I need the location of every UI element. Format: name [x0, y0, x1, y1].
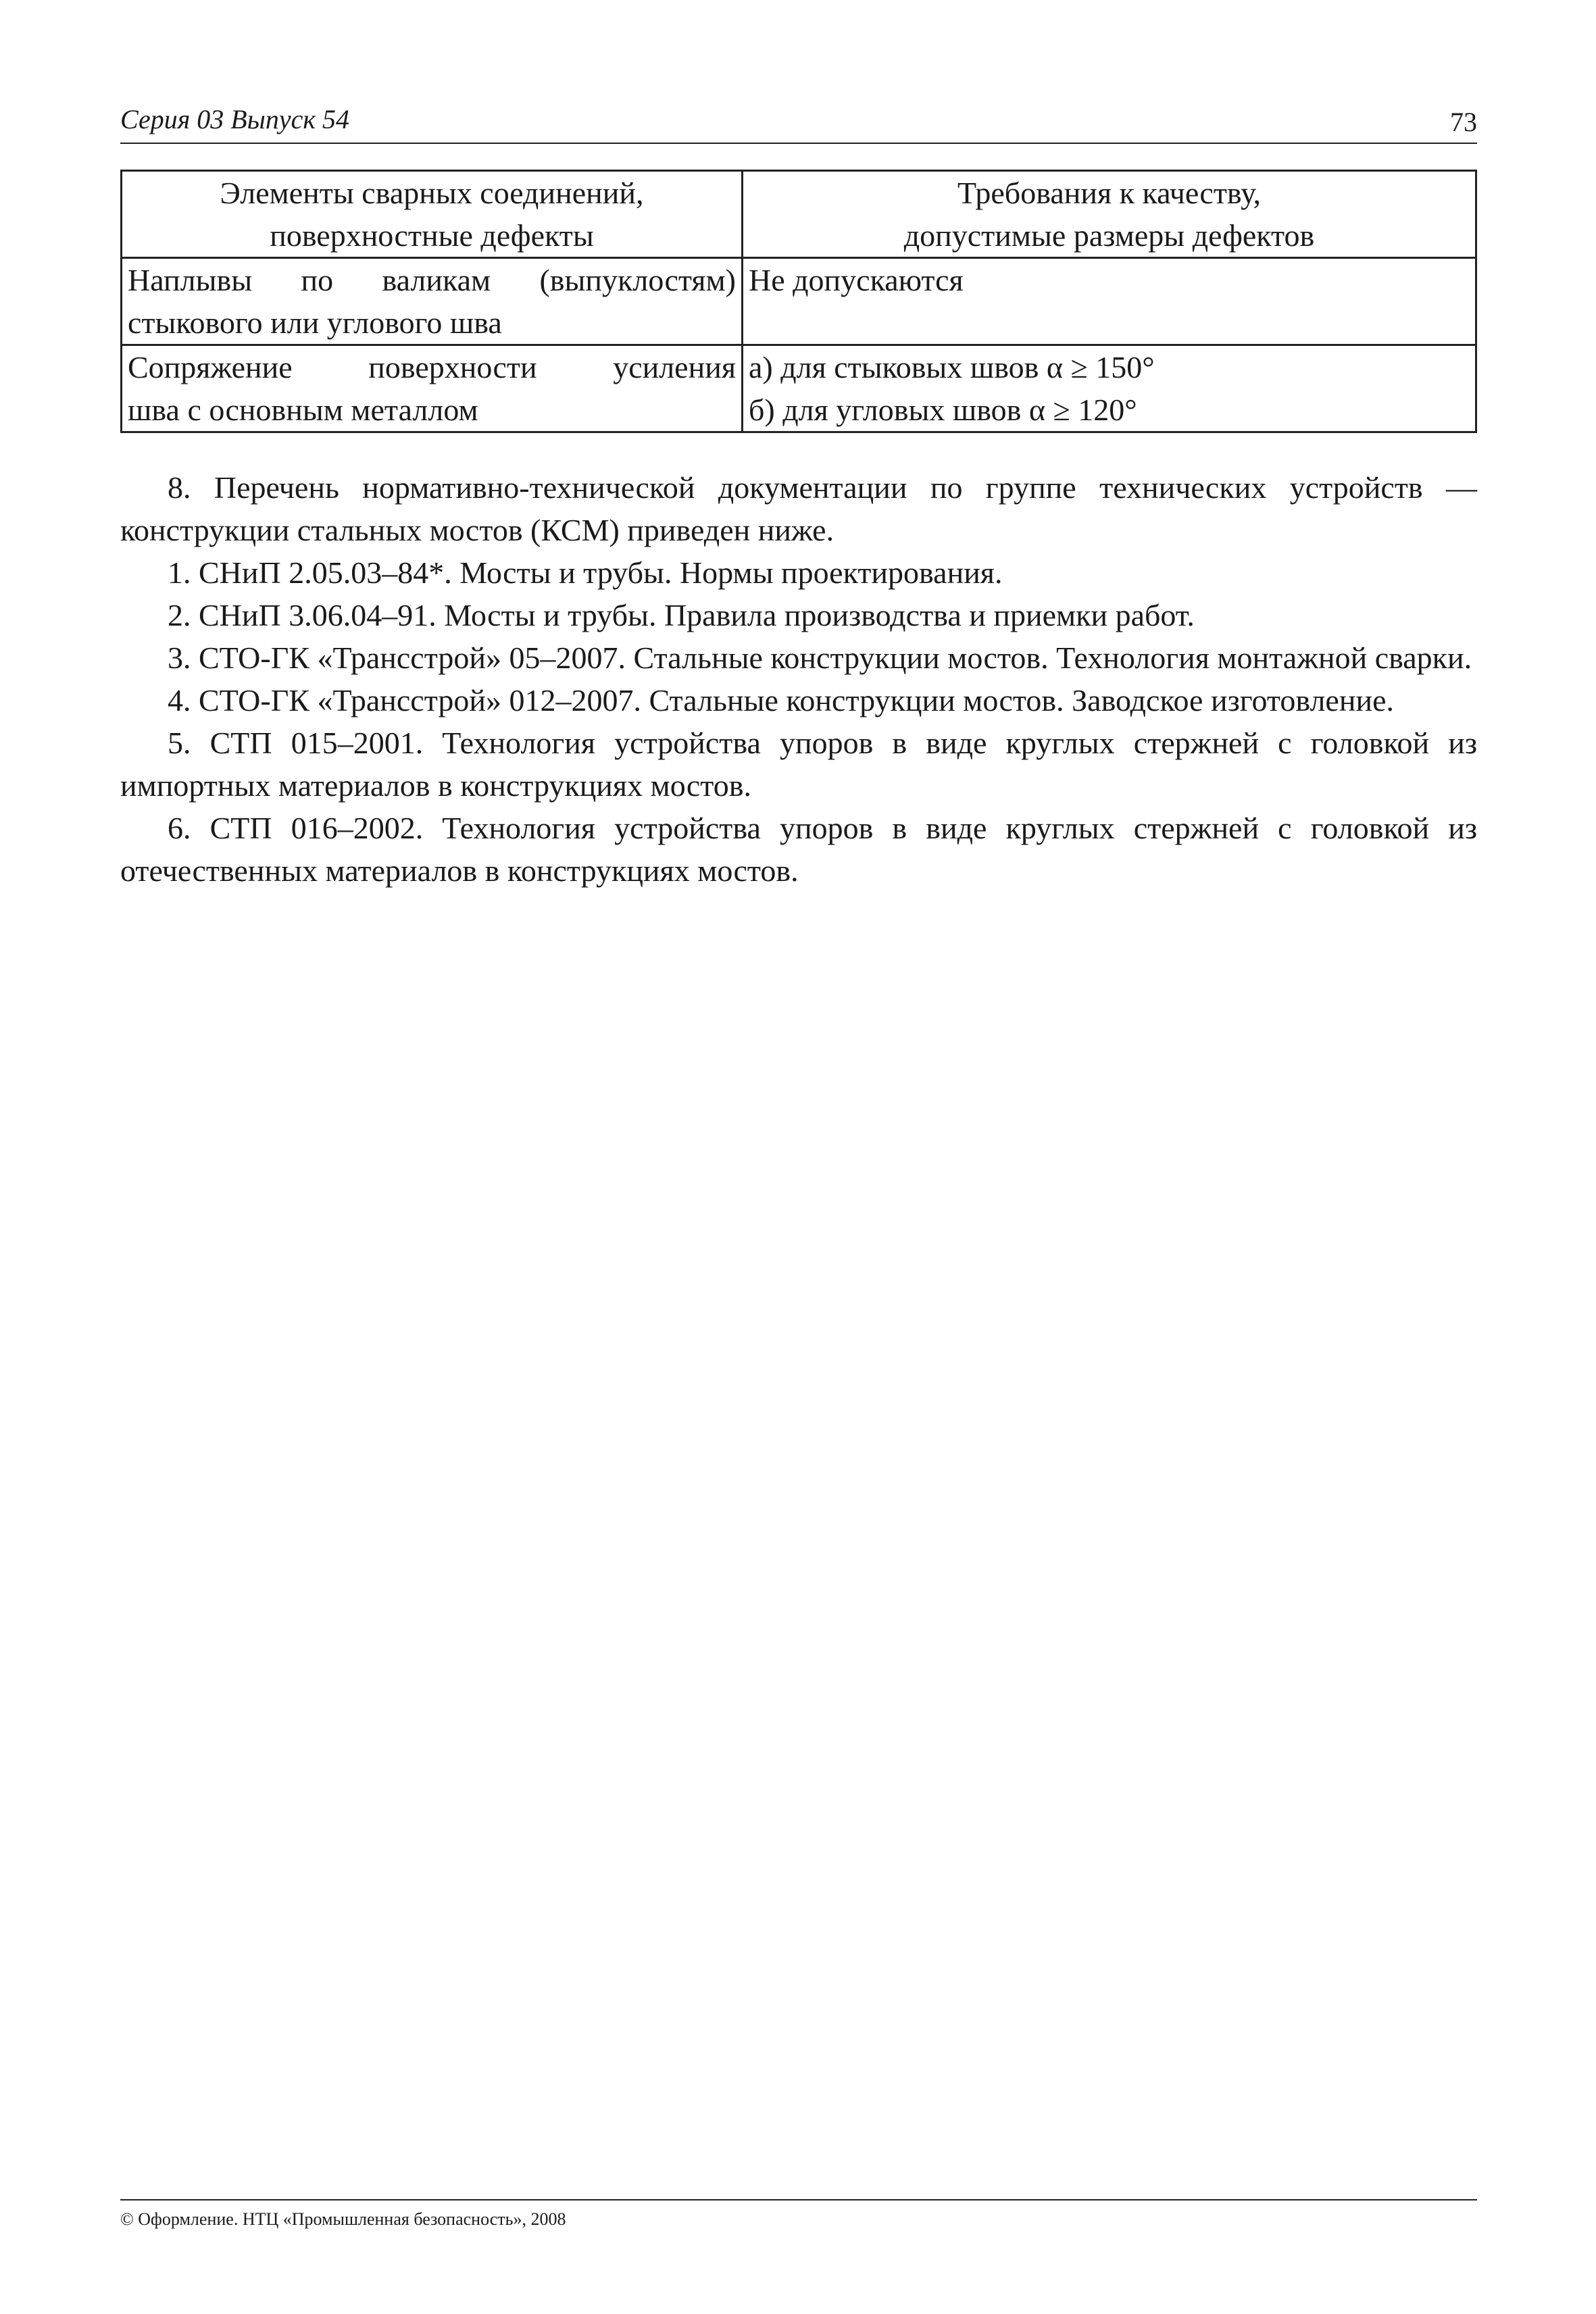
weld-defects-table [120, 170, 1477, 433]
page-number: 73 [1450, 107, 1477, 137]
table-row [122, 345, 1476, 432]
table-cell-element: Наплывы по валикам (выпуклостям) стыкового или углового шва [122, 258, 743, 345]
table-header-row [122, 171, 1476, 258]
list-item: 1. СНиП 2.05.03–84*. Мосты и трубы. Нормы проектирования. [168, 555, 1003, 590]
series-label: Серия 03 Выпуск 54 [120, 104, 350, 134]
column-header-elements: Элементы сварных соединений, поверхностные дефекты [122, 171, 743, 258]
table-cell-requirement: а) для стыковых швов α ≥ 150° б) для угловых швов α ≥ 120° [743, 345, 1476, 432]
list-item: 5. СТП 015–2001. Технология устройства упоров в виде круглых стержней с головкой из импортных материалов в конструкциях мостов. [120, 726, 1477, 803]
list-item: 2. СНиП 3.06.04–91. Мосты и трубы. Правила производства и приемки работ. [168, 598, 1195, 632]
body-text [120, 466, 1477, 892]
list-item: 3. СТО-ГК «Трансстрой» 05–2007. Стальные конструкции мостов. Технология монтажной сварки. [168, 640, 1472, 675]
footer-divider [120, 2199, 1477, 2200]
table-cell-requirement: Не допускаются [743, 258, 1476, 345]
page-header [120, 101, 1477, 142]
table-cell-element: Сопряжение поверхности усиления шва с основным металлом [122, 345, 743, 432]
paragraph: 8. Перечень нормативно-технической документации по группе технических устройств — конструкции стальных мостов (КСМ) приведен ниже. [120, 470, 1477, 547]
table-row [122, 258, 1476, 345]
list-item: 4. СТО-ГК «Трансстрой» 012–2007. Стальные конструкции мостов. Заводское изготовление. [168, 683, 1395, 718]
list-item: 6. СТП 016–2002. Технология устройства упоров в виде круглых стержней с головкой из отечественных материалов в конструкциях мостов. [120, 811, 1477, 888]
header-divider [120, 143, 1477, 144]
footer-copyright: © Оформление. НТЦ «Промышленная безопасность», 2008 [120, 2209, 566, 2229]
column-header-requirements: Требования к качеству, допустимые размеры дефектов [743, 171, 1476, 258]
